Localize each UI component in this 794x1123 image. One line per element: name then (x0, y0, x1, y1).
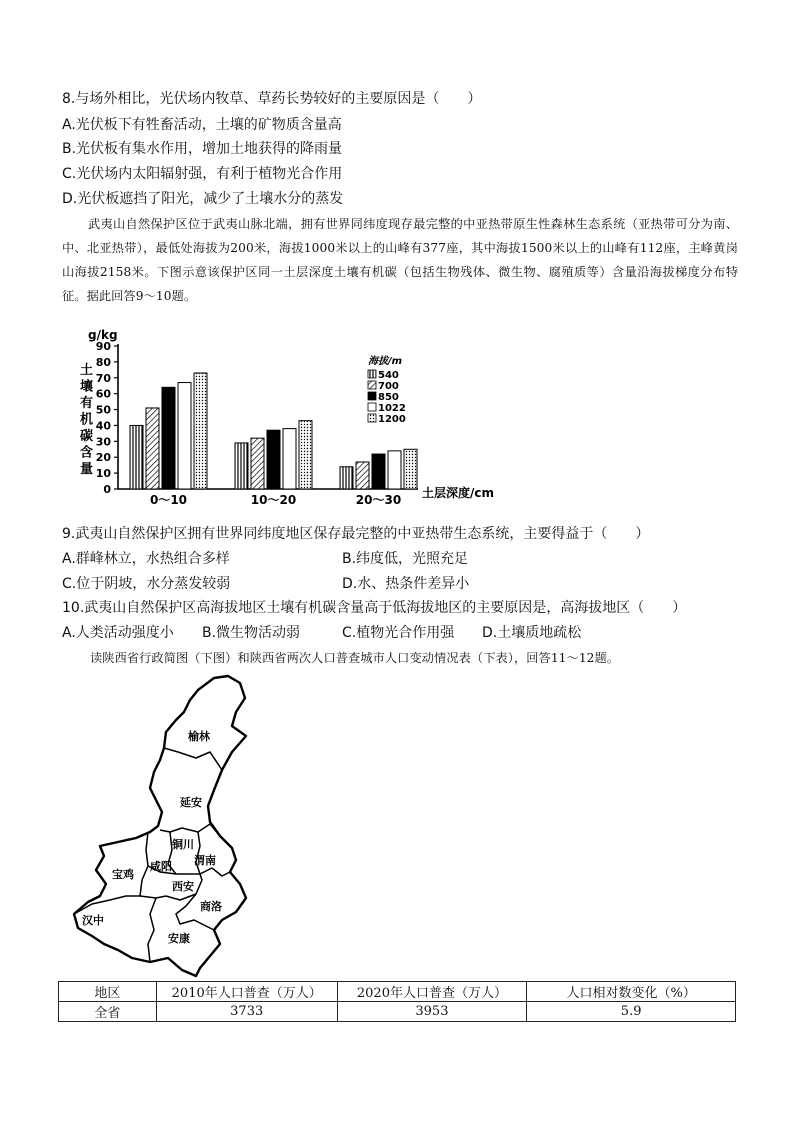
map-label-yanan: 延安 (180, 796, 202, 809)
y-axis-label-char: 量 (80, 462, 94, 477)
table-header: 人口相对数变化（%） (527, 982, 736, 1002)
q10-option-d: D.土壤质地疏松 (482, 625, 582, 641)
border-weinan-west (196, 832, 200, 874)
table-cell: 全省 (59, 1002, 157, 1022)
x-axis-label: 土层深度/cm (422, 486, 495, 500)
q9-stem: 9.武夷山自然保护区拥有世界同纬度地区保存最完整的中亚热带生态系统，主要得益于（ ） (62, 526, 650, 542)
q9-option-d: D.水、热条件差异小 (342, 576, 470, 592)
y-axis-label-char: 土 (80, 363, 94, 378)
map-label-baoji: 宝鸡 (112, 868, 134, 881)
y-unit-label: g/kg (88, 328, 118, 342)
x-category-label: 0～10 (149, 493, 188, 507)
map-label-weinan: 渭南 (194, 854, 216, 867)
passage-wuyishan: 武夷山自然保护区位于武夷山脉北端，拥有世界同纬度现存最完整的中亚热带原生性森林生态系统（亚热带可分为南、中、北亚热带），最低处海拔为200米，海拔1000米以上的山峰有377座，其中海拔1500米以上的山峰有112座，主峰黄岗山海拔2158米。下图示意该保护区同一土层深度土壤有机碳（包括生物残体、微生物、腐殖质等）含量沿海拔梯度分布特征。据此回答9～10题。 (62, 217, 738, 303)
map-label-hanzhong: 汉中 (82, 914, 104, 927)
y-tick-label: 80 (95, 355, 111, 369)
legend-label: 1022 (378, 403, 406, 414)
y-axis-label-char: 壤 (80, 379, 94, 395)
table-header-row (59, 982, 736, 1002)
x-category-label: 20～30 (355, 493, 402, 507)
map-label-xian: 西安 (172, 880, 194, 893)
table-row (59, 1002, 736, 1022)
border-baoji-east (140, 832, 148, 896)
border-hanzhong-north (74, 896, 166, 914)
table-header: 2010年人口普查（万人） (156, 982, 337, 1002)
province-outline (74, 676, 246, 976)
y-tick-label: 30 (95, 435, 111, 449)
legend-title: 海拔/m (368, 356, 403, 367)
q10-stem: 10.武夷山自然保护区高海拔地区土壤有机碳含量高于低海拔地区的主要原因是，高海拔地区（ ） (62, 600, 687, 616)
y-tick-label: 10 (95, 467, 111, 481)
legend-label: 540 (378, 370, 399, 381)
map-label-xianyang: 咸阳 (150, 860, 172, 873)
y-axis-label-char: 有 (80, 396, 94, 411)
q8-option-c: C.光伏场内太阳辐射强，有利于植物光合作用 (62, 166, 343, 182)
q10-option-c: C.植物光合作用强 (342, 625, 455, 641)
map-label-shangluo: 商洛 (200, 900, 222, 913)
y-axis-label-char: 含 (80, 445, 94, 461)
q8-option-b: B.光伏板有集水作用，增加土地获得的降雨量 (62, 141, 343, 157)
q8-option-a: A.光伏板下有牲畜活动，土壤的矿物质含量高 (62, 117, 342, 133)
q9-option-c: C.位于阴坡，水分蒸发较弱 (62, 576, 231, 592)
border-hanzhong-ankang (148, 898, 156, 962)
table-cell: 5.9 (527, 1002, 736, 1022)
q8-stem: 8.与场外相比，光伏场内牧草、草药长势较好的主要原因是（ ） (62, 91, 482, 107)
y-axis-label-char: 机 (80, 412, 94, 428)
border-yanan-south (160, 824, 220, 836)
legend-label: 700 (378, 381, 399, 392)
map-label-yulin: 榆林 (188, 730, 210, 743)
map-label-ankang: 安康 (168, 932, 190, 945)
q9-option-a: A.群峰林立，水热组合多样 (62, 551, 230, 567)
y-tick-label: 50 (95, 403, 111, 417)
y-tick-label: 20 (95, 451, 111, 465)
legend-label: 850 (378, 392, 399, 403)
y-axis-label-char: 碳 (80, 429, 94, 444)
legend-label: 1200 (378, 414, 406, 425)
passage-shaanxi: 读陕西省行政简图（下图）和陕西省两次人口普查城市人口变动情况表（下表），回答11～12题。 (90, 651, 620, 665)
population-table (58, 981, 736, 1022)
y-tick-label: 40 (95, 419, 111, 433)
y-tick-label: 0 (103, 483, 111, 496)
q10-option-a: A.人类活动强度小 (62, 625, 174, 641)
table-header: 2020年人口普查（万人） (337, 982, 527, 1002)
y-tick-label: 60 (95, 387, 111, 401)
q9-option-b: B.纬度低，光照充足 (342, 551, 469, 567)
y-tick-label: 70 (95, 371, 111, 385)
q8-option-d: D.光伏板遮挡了阳光，减少了土壤水分的蒸发 (62, 191, 344, 207)
border-yulin-yanan (164, 748, 222, 770)
table-cell: 3953 (337, 1002, 527, 1022)
map-label-tongchuan: 铜川 (172, 838, 194, 851)
q10-option-b: B.微生物活动弱 (202, 625, 301, 641)
y-tick-label: 90 (95, 340, 111, 353)
x-category-label: 10～20 (250, 493, 297, 507)
table-cell: 3733 (156, 1002, 337, 1022)
table-header: 地区 (59, 982, 157, 1002)
